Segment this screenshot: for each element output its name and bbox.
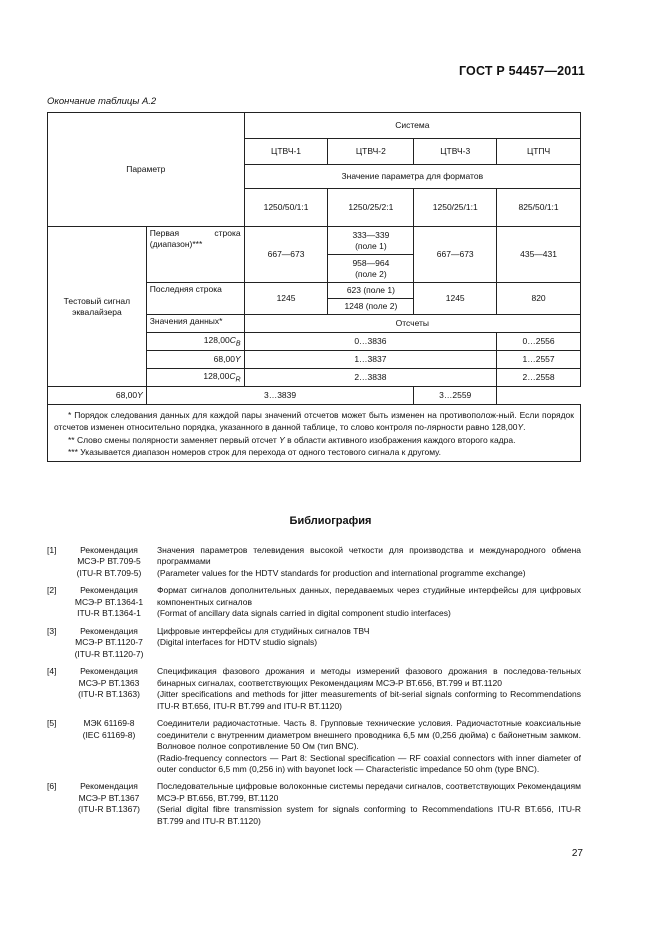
- system-name: ЦТВЧ-1: [244, 139, 328, 165]
- description-ru: Цифровые интерфейсы для студийных сигналов ТВЧ: [157, 625, 370, 636]
- entry-number: [3]: [47, 625, 57, 636]
- data-value-sub: B: [235, 339, 241, 348]
- data-value-var: Y: [234, 354, 241, 365]
- source-line: МСЭ-Р ВТ.1120-7: [75, 637, 143, 648]
- note-text: в области активного изображения каждого второго кадра.: [284, 434, 516, 445]
- source-line: (ITU-R BT.1367): [78, 804, 140, 815]
- samples-range-ctpch: 0…2556: [497, 333, 581, 351]
- note-var: Y: [279, 434, 285, 445]
- last-row-label: Последняя строка: [146, 283, 244, 315]
- bibliography-entry: [47, 626, 581, 666]
- entry-description: [155, 626, 581, 666]
- entry-description: [155, 781, 581, 833]
- first-row-value: 667—673: [414, 227, 497, 283]
- entry-description: [155, 585, 581, 625]
- samples-range-ctpch: 2…2558: [497, 369, 581, 387]
- format-values-header: Значение параметра для форматов: [244, 165, 580, 189]
- data-value-var: Y: [137, 390, 143, 401]
- entry-source: [63, 585, 155, 625]
- data-value-sub: R: [235, 375, 241, 384]
- bibliography-title: Библиография: [289, 515, 372, 527]
- first-row-value: 435—431: [497, 227, 581, 283]
- table-caption: Окончание таблицы А.2: [47, 96, 157, 107]
- signal-name: Тестовый сигнал эквалайзера: [63, 295, 131, 317]
- note-1: [54, 409, 574, 434]
- last-row-value-field2: 1248 (поле 2): [328, 299, 414, 315]
- entry-source: [63, 718, 155, 781]
- table-notes: [48, 405, 581, 462]
- note-text: .: [523, 422, 526, 433]
- samples-range: 2…3838: [244, 369, 497, 387]
- samples-range-ctpch: 3…2559: [414, 387, 497, 405]
- first-row-range: 333—339: [352, 229, 390, 240]
- signal-name-cell: [48, 227, 147, 387]
- first-row-label: [146, 227, 244, 283]
- note-text: ** Слово смены полярности заменяет первый отсчет: [68, 434, 280, 445]
- entry-source: [63, 666, 155, 718]
- source-line: Рекомендация: [80, 545, 138, 555]
- note-2: [54, 434, 574, 446]
- system-name: ЦТВЧ-2: [328, 139, 414, 165]
- system-name: ЦТВЧ-3: [414, 139, 497, 165]
- first-row-label-word: Первая: [149, 228, 180, 238]
- source-line: МСЭ-Р ВТ.709-5: [77, 556, 141, 567]
- first-row-value-field1: [328, 227, 414, 255]
- param-header-cell: [48, 113, 245, 227]
- data-value-number: 68,00: [213, 354, 235, 365]
- first-row-field: (поле 1): [355, 240, 387, 251]
- document-header: ГОСТ Р 54457—2011: [458, 64, 585, 78]
- note-3: *** Указывается диапазон номеров строк для перехода от одного тестового сигнала к другому.: [68, 446, 441, 457]
- source-line: (ITU-R BT.1120-7): [74, 648, 144, 659]
- last-row-value: 1245: [244, 283, 328, 315]
- format-name: 825/50/1:1: [497, 189, 581, 227]
- entry-number: [5]: [47, 718, 57, 729]
- entry-number: [4]: [47, 666, 57, 677]
- samples-range: 1…3837: [244, 351, 497, 369]
- entry-source: [63, 626, 155, 666]
- param-header: Параметр: [126, 164, 166, 175]
- note-text: * Порядок следования данных для каждой пары значений отсчетов может быть изменен на противополож-ный. Если порядок отсчетов изменен относительно порядка, указанного в данной таблице, то слово контроля по-лярности равно 128,00: [54, 410, 574, 433]
- samples-range: 0…3836: [244, 333, 497, 351]
- data-value-label: [48, 387, 147, 405]
- entry-description: [155, 666, 581, 718]
- data-value-var: C: [229, 334, 236, 345]
- format-name: 1250/25/1:1: [414, 189, 497, 227]
- last-row-value: 820: [497, 283, 581, 315]
- description-en: (Jitter specifications and methods for jitter measurements of bit-serial signals conforming to Recommendations ITU-R BT.656, ITU-R BT.799 and ITU-R BT.1120): [157, 689, 581, 711]
- system-name: ЦТПЧ: [497, 139, 581, 165]
- bibliography-list: [47, 545, 581, 833]
- data-value-number: 128,00: [203, 334, 230, 345]
- source-line: (ITU-R BT.1363): [78, 689, 140, 700]
- first-row-value: 667—673: [244, 227, 328, 283]
- first-row-label-word: строка: [214, 228, 241, 238]
- page-number: 27: [571, 848, 583, 859]
- format-name: 1250/50/1:1: [244, 189, 328, 227]
- source-line: Рекомендация: [80, 666, 138, 677]
- description-en: (Digital interfaces for HDTV studio signals): [157, 637, 318, 648]
- source-line: Рекомендация: [80, 781, 138, 792]
- entry-number: [6]: [47, 781, 57, 792]
- source-line: Рекомендация: [80, 585, 138, 596]
- data-value-var: C: [229, 370, 236, 381]
- description-ru: Последовательные цифровые волоконные системы передачи сигналов, соответствующих Рекомендациям МСЭ-Р ВТ.656, ВТ.799, ВТ.1120: [157, 781, 581, 803]
- description-ru: Формат сигналов дополнительных данных, передаваемых через студийные интерфейсы для цифровых компонентных сигналов: [157, 585, 581, 607]
- source-line: МСЭ-Р ВТ.1367: [78, 792, 140, 803]
- last-row-value-field1: 623 (поле 1): [328, 283, 414, 299]
- samples-range: 3…3839: [146, 387, 414, 405]
- description-en: (Parameter values for the HDTV standards for production and international programme exchange): [157, 567, 526, 578]
- entry-description: [155, 718, 581, 781]
- first-row-field: (поле 2): [355, 268, 387, 279]
- bibliography-entry: [47, 781, 581, 833]
- entry-number: [1]: [47, 545, 57, 555]
- system-header: Система: [244, 113, 580, 139]
- source-line: МСЭ-Р ВТ.1363: [78, 677, 140, 688]
- samples-range-ctpch: 1…2557: [497, 351, 581, 369]
- entry-source: [63, 545, 155, 585]
- data-values-label: Значения данных*: [146, 315, 244, 333]
- data-value-number: 68,00: [115, 390, 138, 401]
- source-line: (ITU-R BT.709-5): [76, 567, 142, 578]
- source-line: Рекомендация: [80, 625, 138, 636]
- description-ru: Соединители радиочастотные. Часть 8. Групповые технические условия. Радиочастотные коаксиальные соединители с внутренним диаметром внешнего проводника 6,5 мм (0,256 дюйма) с байонетным замком. Волновое полное сопротивление 50 Ом (тип BNC).: [157, 718, 581, 752]
- data-value-number: 128,00: [203, 370, 230, 381]
- data-value-label: [146, 369, 244, 387]
- last-row-value: 1245: [414, 283, 497, 315]
- description-en: (Format of ancillary data signals carried in digital component studio interfaces): [157, 608, 451, 619]
- parameters-table: [47, 112, 581, 462]
- note-var: Y: [517, 422, 524, 433]
- source-line: (IEC 61169-8): [82, 729, 136, 740]
- bibliography-entry: [47, 666, 581, 718]
- source-line: МЭК 61169-8: [83, 718, 135, 729]
- data-value-label: [146, 351, 244, 369]
- format-name: 1250/25/2:1: [328, 189, 414, 227]
- bibliography-entry: [47, 545, 581, 585]
- bibliography-entry: [47, 585, 581, 625]
- source-line: ITU-R BT.1364-1: [77, 608, 141, 619]
- description-en: (Serial digital fibre transmission system for signals conforming to Recommendations ITU-R BT.656, ITU-R BT.799 and ITU-R BT.1120): [157, 804, 581, 826]
- source-line: МСЭ-Р ВТ.1364-1: [74, 596, 144, 607]
- entry-number: [2]: [47, 585, 57, 596]
- first-row-range: 958—964: [352, 257, 390, 268]
- entry-source: [63, 781, 155, 833]
- description-en: (Radio-frequency connectors — Part 8: Sectional specification — RF coaxial connectors with inner diameter of outer conductor 6,5 mm (0,256 in) with bayonet lock — Characteristic impedance 50 ohm (type BNC).: [157, 752, 581, 774]
- description-ru: Значения параметров телевидения высокой четкости для производства и международного обмена программами: [157, 545, 581, 567]
- data-value-label: [146, 333, 244, 351]
- samples-header: Отсчеты: [244, 315, 580, 333]
- description-ru: Спецификация фазового дрожания и методы измерений фазового дрожания в последова-тельных бинарных сигналах, соответствующих Рекомендациям МСЭ-Р ВТ.656, ВТ.799 и ВТ.1120: [157, 666, 581, 688]
- first-row-value-field2: [328, 255, 414, 283]
- entry-description: [155, 545, 581, 585]
- bibliography-entry: [47, 718, 581, 781]
- first-row-label-range: (диапазон)***: [149, 238, 203, 249]
